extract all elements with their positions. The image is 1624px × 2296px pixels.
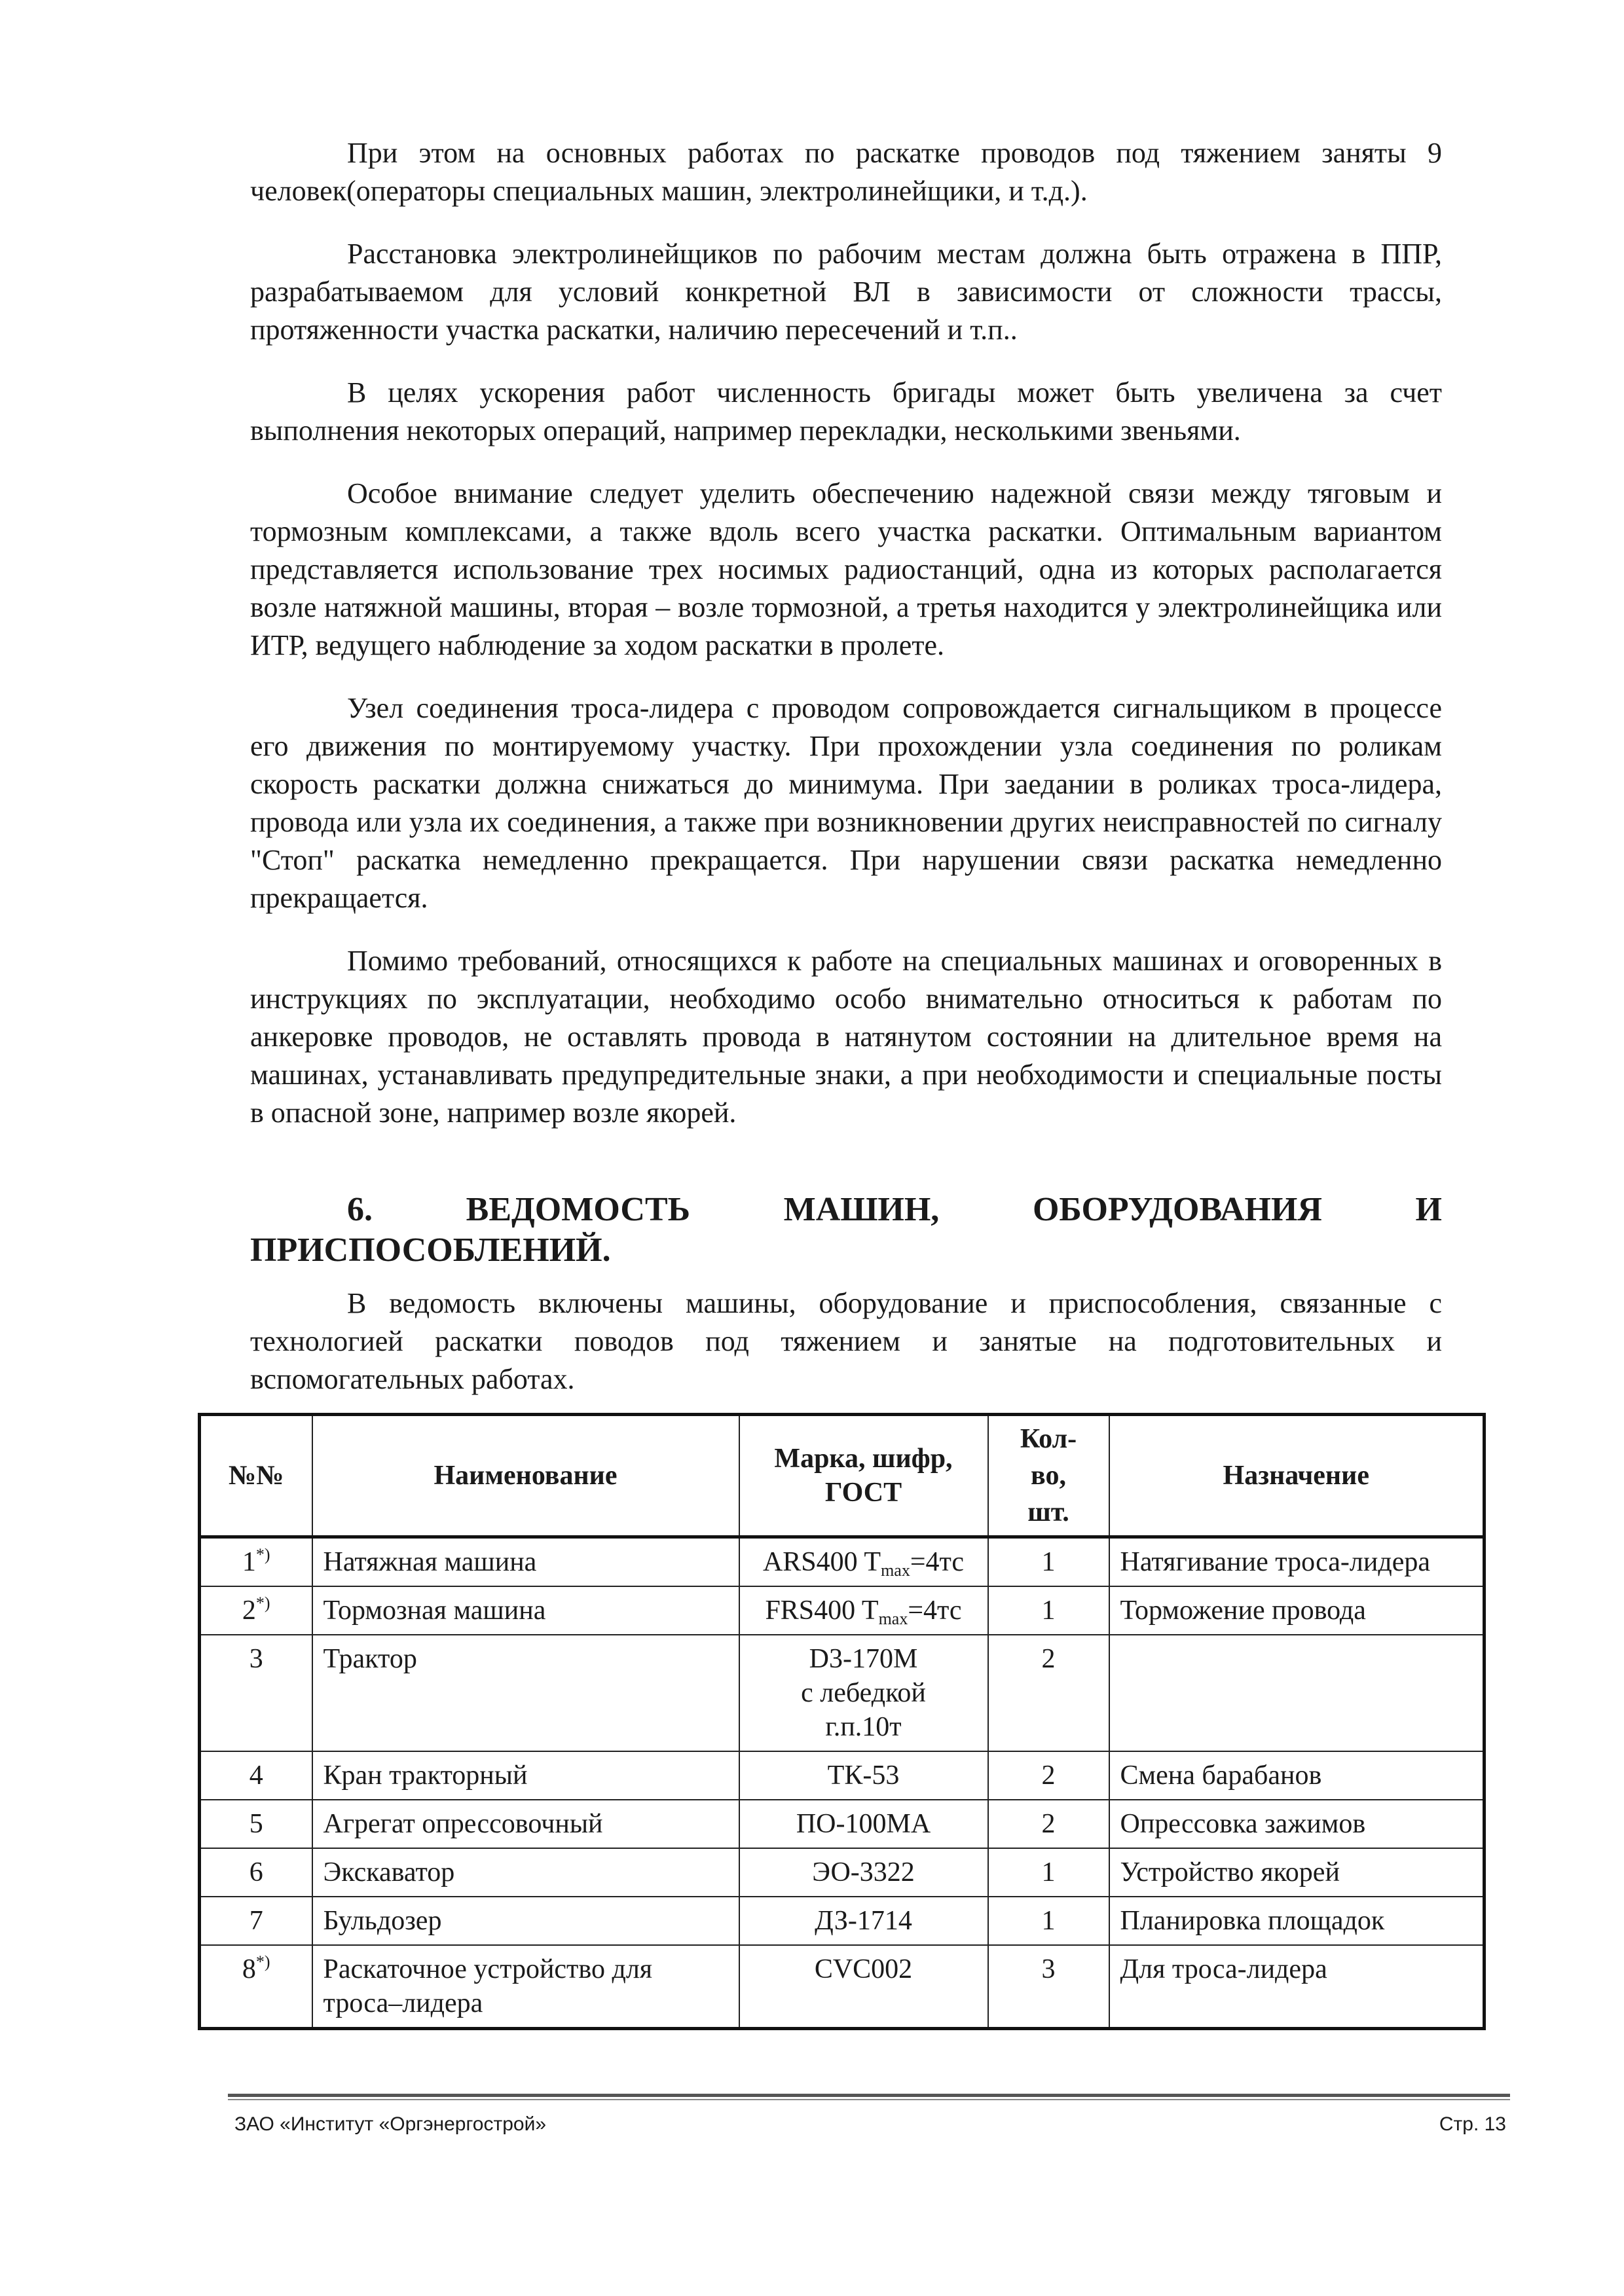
row-qty: 2 — [988, 1751, 1109, 1800]
footnote-mark: *) — [255, 1952, 270, 1971]
table-row — [200, 1751, 1485, 1800]
row-name: Кран тракторный — [312, 1751, 739, 1800]
row-brand: D3-170M с лебедкой г.п.10т — [739, 1635, 988, 1751]
row-qty: 2 — [988, 1635, 1109, 1751]
row-number: 5 — [200, 1800, 312, 1848]
table-header-row — [200, 1415, 1485, 1537]
row-name: Тормозная машина — [312, 1586, 739, 1635]
header-qty — [988, 1415, 1109, 1537]
row-qty: 1 — [988, 1848, 1109, 1897]
paragraph-2: Расстановка электролинейщиков по рабочим местам должна быть отражена в ППР, разрабатываемом для условий конкретной ВЛ в зависимости от сложности трассы, протяженности участка раскатки, наличию пересечений и т.п.. — [250, 238, 1442, 346]
row-purpose: Планировка площадок — [1109, 1897, 1485, 1945]
paragraph-1: При этом на основных работах по раскатке проводов под тяжением заняты 9 человек(операторы специальных машин, электролинейщики, и т.д.). — [250, 137, 1442, 207]
row-brand: ЭО-3322 — [739, 1848, 988, 1897]
row-name: Раскаточное устройство для троса–лидера — [312, 1945, 739, 2029]
paragraph-4: Особое внимание следует уделить обеспечению надежной связи между тяговым и тормозным комплексами, а также вдоль всего участка раскатки. Оптимальным вариантом представляется использование трех носимых радиостанций, одна из которых располагается возле натяжной машины, вторая – возле тормозной, а третья находится у электролинейщика или ИТР, ведущего наблюдение за ходом раскатки в пролете. — [250, 477, 1442, 661]
row-purpose: Устройство якорей — [1109, 1848, 1485, 1897]
row-number: 6 — [200, 1848, 312, 1897]
row-purpose: Смена барабанов — [1109, 1751, 1485, 1800]
header-num: №№ — [200, 1415, 312, 1537]
footer-divider — [228, 2094, 1510, 2100]
equipment-table — [198, 1413, 1486, 2030]
row-number: 4 — [200, 1751, 312, 1800]
table-row — [200, 1945, 1485, 2029]
header-purpose: Назначение — [1109, 1415, 1485, 1537]
paragraph-3: В целях ускорения работ численность бригады может быть увеличена за счет выполнения некоторых операций, например перекладки, несколькими звеньями. — [250, 376, 1442, 446]
header-brand-line1: Марка, шифр, — [774, 1444, 953, 1474]
paragraph-5: Узел соединения троса-лидера с проводом сопровождается сигнальщиком в процессе его движения по монтируемому участку. При прохождении узла соединения по роликам скорость раскатки должна снижаться до минимума. При заедании в роликах троса-лидера, провода или узла их соединения, а также при возникновении других неисправностей по сигналу "Стоп" раскатка немедленно прекращается. При нарушении связи раскатка немедленно прекращается. — [250, 692, 1442, 914]
row-name: Экскаватор — [312, 1848, 739, 1897]
page-number: Стр. 13 — [1439, 2113, 1506, 2135]
footnote-mark: *) — [255, 1594, 270, 1613]
row-number: 2*) — [200, 1586, 312, 1635]
row-brand: ПО-100МА — [739, 1800, 988, 1848]
paragraph-6: Помимо требований, относящихся к работе на специальных машинах и оговоренных в инструкциях по эксплуатации, необходимо особо внимательно относиться к работам по анкеровке проводов, не оставлять провода в натянутом состоянии на длительное время на машинах, устанавливать предупредительные знаки, а при необходимости и специальные посты в опасной зоне, например возле якорей. — [250, 945, 1442, 1129]
table-row — [200, 1848, 1485, 1897]
row-qty: 1 — [988, 1897, 1109, 1945]
row-brand: ТК-53 — [739, 1751, 988, 1800]
table-row — [200, 1800, 1485, 1848]
row-number: 3 — [200, 1635, 312, 1751]
row-qty: 2 — [988, 1800, 1109, 1848]
row-name: Трактор — [312, 1635, 739, 1751]
row-purpose: Опрессовка зажимов — [1109, 1800, 1485, 1848]
row-brand: CVC002 — [739, 1945, 988, 2029]
header-name: Наименование — [312, 1415, 739, 1537]
row-qty: 1 — [988, 1537, 1109, 1587]
header-qty-line3: шт. — [1027, 1497, 1069, 1527]
header-qty-line2: во, — [1031, 1461, 1066, 1491]
row-brand: ARS400 $T_{max}=4тс$ — [739, 1537, 988, 1587]
row-purpose — [1109, 1635, 1485, 1751]
row-number: 8*) — [200, 1945, 312, 2029]
row-brand: ДЗ-1714 — [739, 1897, 988, 1945]
table-row — [200, 1897, 1485, 1945]
header-brand — [739, 1415, 988, 1537]
body-text — [250, 134, 1442, 1157]
table-row — [200, 1586, 1485, 1635]
table-row — [200, 1635, 1485, 1751]
header-qty-line1: Кол- — [1020, 1424, 1077, 1454]
row-number: 7 — [200, 1897, 312, 1945]
row-purpose: Торможение провода — [1109, 1586, 1485, 1635]
header-brand-line2: ГОСТ — [824, 1478, 902, 1508]
row-qty: 3 — [988, 1945, 1109, 2029]
row-name: Бульдозер — [312, 1897, 739, 1945]
section-title: 6. ВЕДОМОСТЬ МАШИН, ОБОРУДОВАНИЯ И ПРИСПОСОБЛЕНИЙ. — [250, 1191, 1442, 1269]
section-intro: В ведомость включены машины, оборудование и приспособления, связанные с технологией раскатки поводов под тяжением и занятые на подготовительных и вспомогательных работах. — [250, 1287, 1442, 1395]
row-brand: FRS400 $T_{max}=4тс$ — [739, 1586, 988, 1635]
row-name: Натяжная машина — [312, 1537, 739, 1587]
table-row — [200, 1537, 1485, 1587]
row-purpose: Для троса-лидера — [1109, 1945, 1485, 2029]
row-name: Агрегат опрессовочный — [312, 1800, 739, 1848]
footnote-mark: *) — [255, 1545, 270, 1564]
row-number: 1*) — [200, 1537, 312, 1587]
row-purpose: Натягивание троса-лидера — [1109, 1537, 1485, 1587]
row-qty: 1 — [988, 1586, 1109, 1635]
footer-organization: ЗАО «Институт «Оргэнергострой» — [234, 2113, 547, 2135]
